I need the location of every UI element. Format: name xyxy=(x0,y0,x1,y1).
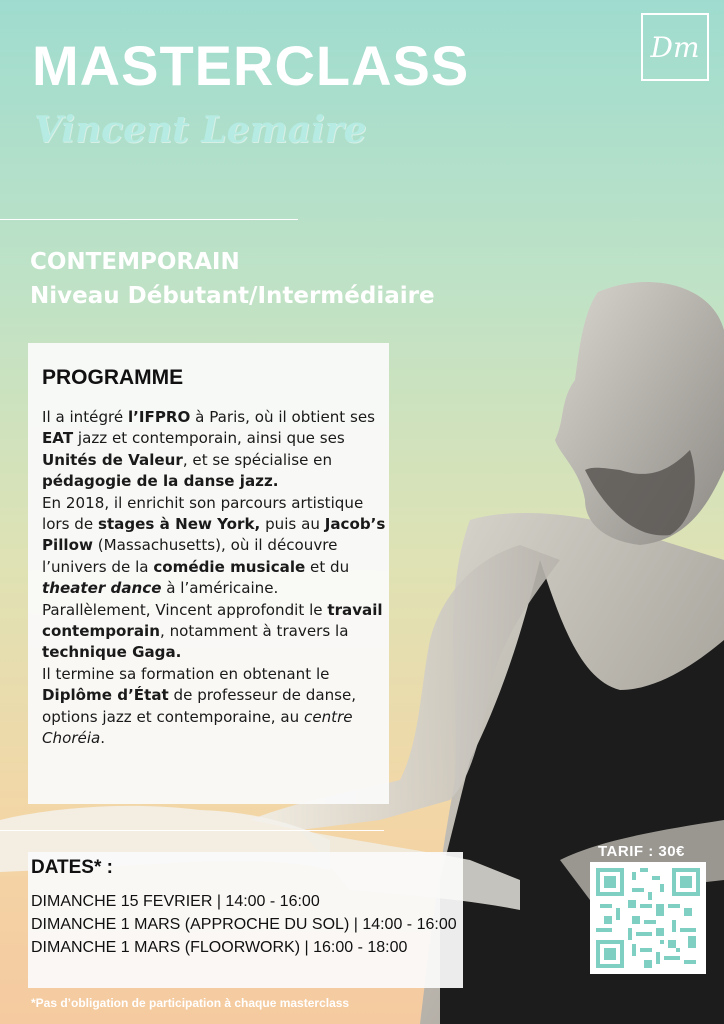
programme-title: PROGRAMME xyxy=(42,366,184,389)
course-style: CONTEMPORAIN xyxy=(30,249,240,275)
page-title: MASTERCLASS xyxy=(32,34,470,97)
course-level: Niveau Débutant/Intermédiaire xyxy=(30,283,435,309)
course-heading xyxy=(30,245,435,313)
programme-text: Il a intégré l’IFPRO à Paris, où il obtient ses EAT jazz et contemporain, ainsi que ses Unités de Valeur, et se spécialise en pédagogie de la danse jazz. En 2018, il enrichit son parcours artistique lors de stages à New York, puis au Jacob’s Pillow (Massachusetts), où il découvre l’univers de la comédie musicale et du theater dance à l’américaine. Parallèlement, Vincent approfondit le travail contemporain, notamment à travers la technique Gaga. Il termine sa formation en obtenant le Diplôme d’État de professeur de danse, options jazz et contemporaine, au centre Choréia. xyxy=(42,408,386,748)
teacher-name: Vincent Lemaire xyxy=(34,109,367,151)
date-item: DIMANCHE 1 MARS (FLOORWORK) | 16:00 - 18:00 xyxy=(31,939,408,956)
divider xyxy=(0,830,384,831)
date-item: DIMANCHE 15 FEVRIER | 14:00 - 16:00 xyxy=(31,893,320,910)
qr-code-icon[interactable] xyxy=(590,862,706,974)
date-item: DIMANCHE 1 MARS (APPROCHE DU SOL) | 14:00 - 16:00 xyxy=(31,916,457,933)
dates-title: DATES* : xyxy=(31,857,113,878)
dates-footnote: *Pas d’obligation de participation à chaque masterclass xyxy=(31,996,350,1010)
divider xyxy=(0,219,298,220)
qr-code-graphic xyxy=(596,868,700,968)
price-label: TARIF : 30€ xyxy=(598,843,685,860)
brand-logo-icon: Dm xyxy=(641,13,709,81)
